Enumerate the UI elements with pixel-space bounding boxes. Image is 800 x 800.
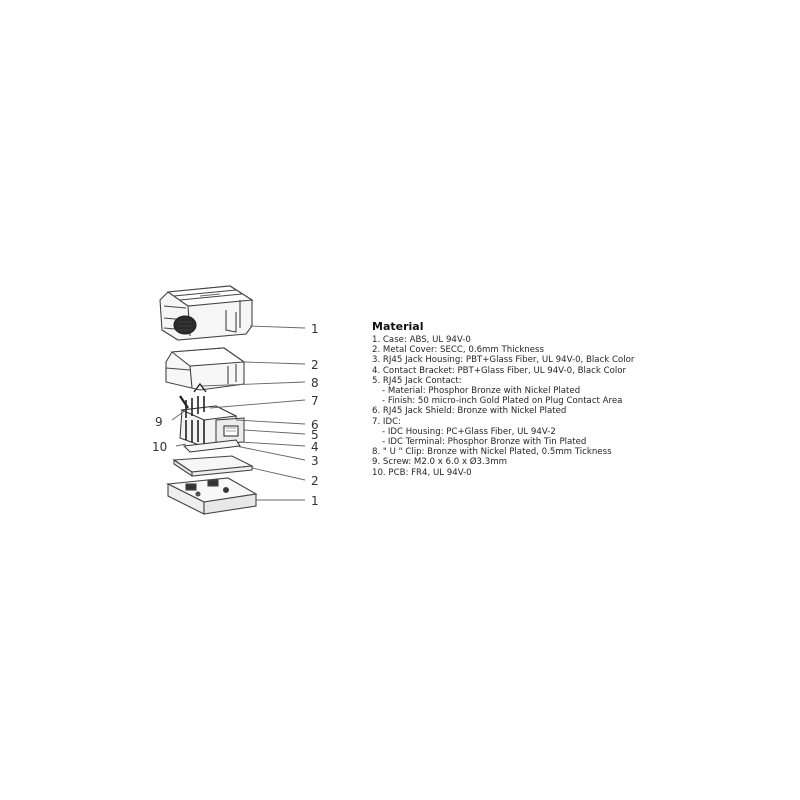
callout-case-top: 1 — [311, 322, 319, 336]
material-line: 4. Contact Bracket: PBT+Glass Fiber, UL 94V-0, Black Color — [372, 365, 627, 376]
metal-cover — [166, 348, 244, 390]
callout-metal-cover: 2 — [311, 358, 319, 372]
material-line: - IDC Terminal: Phosphor Bronze with Tin Plated — [382, 437, 587, 448]
lower-plate — [174, 456, 252, 476]
material-line: 10. PCB: FR4, UL 94V-0 — [372, 467, 472, 478]
material-title: Material — [372, 320, 424, 333]
material-line: 9. Screw: M2.0 x 6.0 x Ø3.3mm — [372, 457, 507, 468]
callout-jack-housing: 3 — [311, 454, 319, 468]
case-top — [160, 286, 252, 340]
callout-labels — [152, 322, 319, 508]
callout-jack-contact: 5 — [311, 428, 319, 442]
callout-pcb: 10 — [152, 440, 168, 454]
callout-screw: 9 — [155, 415, 163, 429]
case-bottom — [168, 478, 256, 514]
jack-assembly — [180, 384, 244, 452]
callout-case-bottom: 1 — [311, 494, 319, 508]
material-list — [372, 320, 672, 478]
callout-jack-shield: 6 — [311, 418, 319, 432]
callout-u-clip: 8 — [311, 376, 319, 390]
material-line: 5. RJ45 Jack Contact: — [372, 375, 462, 386]
material-line: - IDC Housing: PC+Glass Fiber, UL 94V-2 — [382, 426, 556, 437]
material-line: - Finish: 50 micro-inch Gold Plated on Plug Contact Area — [382, 396, 623, 407]
material-line: 3. RJ45 Jack Housing: PBT+Glass Fiber, UL 94V-0, Black Color — [372, 355, 635, 366]
callout-contact-bracket: 4 — [311, 440, 319, 454]
callout-cover-lower: 2 — [311, 474, 319, 488]
material-lines — [372, 335, 672, 478]
material-line: 8. " U " Clip: Bronze with Nickel Plated, 0.5mm Tickness — [372, 447, 612, 458]
material-line: - Material: Phosphor Bronze with Nickel Plated — [382, 386, 581, 397]
callout-idc: 7 — [311, 394, 319, 408]
material-line: 6. RJ45 Jack Shield: Bronze with Nickel Plated — [372, 406, 567, 417]
material-line: 2. Metal Cover: SECC, 0.6mm Thickness — [372, 345, 544, 356]
material-line: 1. Case: ABS, UL 94V-0 — [372, 335, 471, 345]
material-line: 7. IDC: — [372, 416, 401, 427]
